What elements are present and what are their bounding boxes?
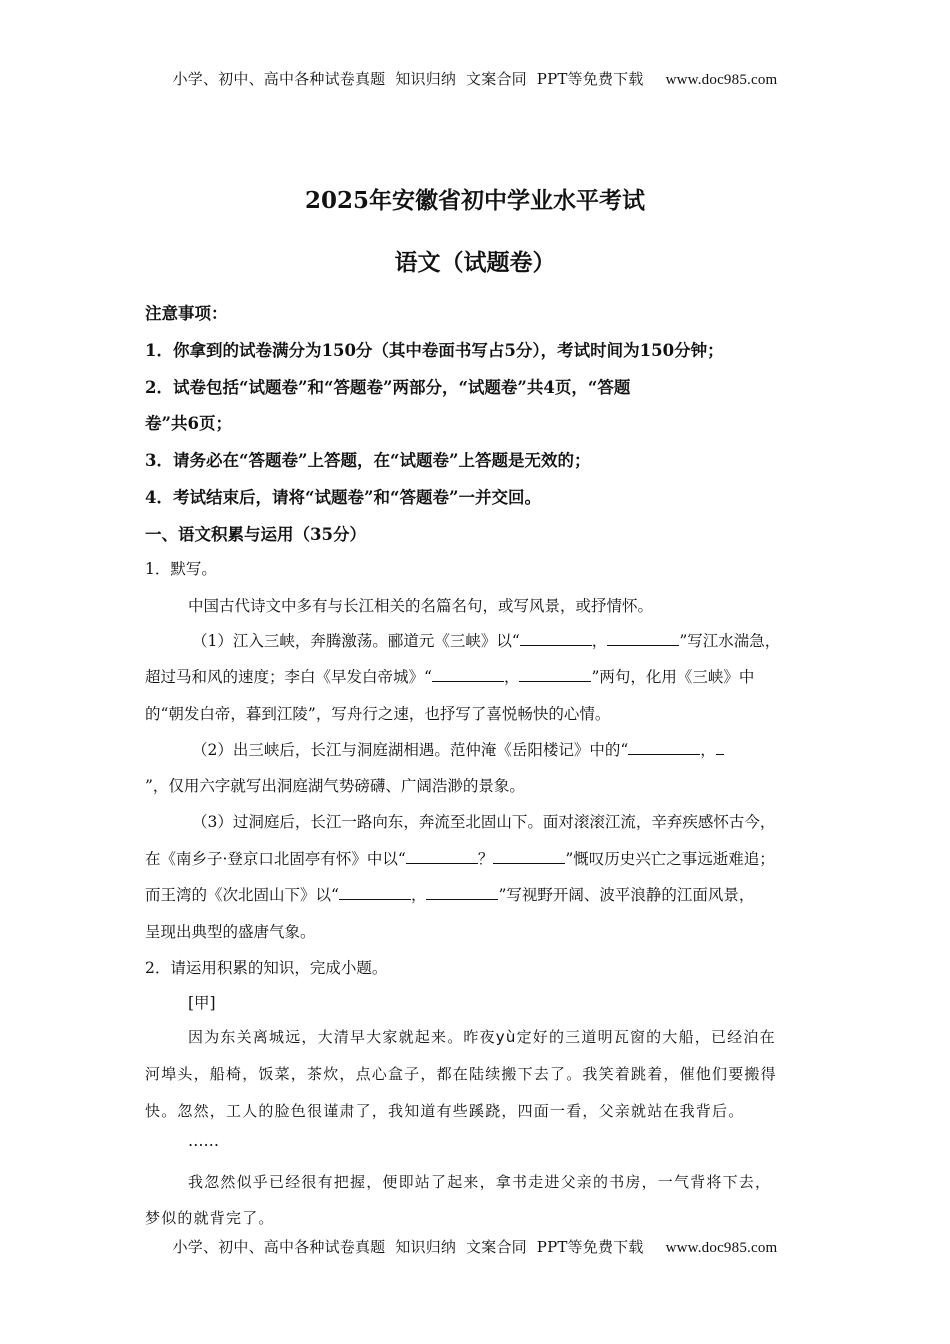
passage-line-4: 我忽然似乎已经很有把握，便即站了起来，拿书走进父亲的书房，一气背将下去， <box>188 1173 772 1191</box>
answer-blank-7[interactable] <box>406 849 478 864</box>
q1-part1-line2: 超过马和风的速度；李白《早发白帝城》“ ， ”两句，化用《三峡》中 <box>145 668 755 686</box>
q1-part3-line2: 在《南乡子·登京口北固亭有怀》中以“ ？ ”慨叹历史兴亡之事远逝难追； <box>145 850 775 868</box>
passage-line-2: 河埠头，船椅，饭菜，茶炊，点心盒子，都在陆续搬下去了。我笑着跳着，催他们要搬得 <box>145 1065 777 1083</box>
q1-part3-line4: 呈现出典型的盛唐气象。 <box>145 923 316 941</box>
footer-text: 小学、初中、高中各种试卷真题 知识归纳 文案合同 PPT等免费下载 <box>172 1238 644 1256</box>
q1-intro: 中国古代诗文中多有与长江相关的名篇名句，或写风景，或抒情怀。 <box>188 597 654 615</box>
answer-blank-10[interactable] <box>426 885 498 900</box>
passage-line-5: 梦似的就背完了。 <box>145 1209 275 1227</box>
notice-item-2b: 卷”共6页； <box>145 414 232 433</box>
q1-part1-line3: 的“朝发白帝，暮到江陵”，写舟行之速，也抒写了喜悦畅快的心情。 <box>145 705 611 723</box>
q1-part2-line2: ”，仅用六字就写出洞庭湖气势磅礴、广阔浩渺的景象。 <box>145 777 525 795</box>
section-1-heading: 一、语文积累与运用（35分） <box>145 525 366 544</box>
notice-heading: 注意事项： <box>145 304 228 323</box>
passage-ellipsis: …… <box>188 1132 219 1150</box>
passage-line-3: 快。忽然，工人的脸色很谨肃了，我知道有些蹊跷，四面一看，父亲就站在我背后。 <box>145 1102 745 1120</box>
answer-blank-8[interactable] <box>493 849 565 864</box>
passage-jia-label: [甲] <box>188 994 216 1012</box>
notice-item-4: 4．考试结束后，请将“试题卷”和“答题卷”一并交回。 <box>145 488 541 507</box>
q1-label: 1．默写。 <box>145 560 217 578</box>
notice-item-1: 1．你拿到的试卷满分为150分（其中卷面书写占5分），考试时间为150分钟； <box>145 341 724 360</box>
answer-blank-9[interactable] <box>339 885 411 900</box>
answer-blank-5[interactable] <box>628 740 700 755</box>
passage-line-1: 因为东关离城远，大清早大家就起来。昨夜yù定好的三道明瓦窗的大船，已经泊在 <box>188 1028 776 1046</box>
header-url[interactable]: www.doc985.com <box>665 72 778 88</box>
q2-label: 2．请运用积累的知识，完成小题。 <box>145 959 388 977</box>
exam-title: 2025年安徽省初中学业水平考试 <box>304 187 645 214</box>
q1-part3-line1: （3）过洞庭后，长江一路向东，奔流至北固山下。面对滚滚江流，辛弃疾感怀古今， <box>192 813 776 831</box>
header-text: 小学、初中、高中各种试卷真题 知识归纳 文案合同 PPT等免费下载 <box>172 70 644 88</box>
footer-url[interactable]: www.doc985.com <box>665 1240 778 1256</box>
answer-blank-1[interactable] <box>520 631 592 646</box>
answer-blank-6[interactable] <box>716 740 724 755</box>
notice-item-3: 3．请务必在“答题卷”上答题，在“试题卷”上答题是无效的； <box>145 451 591 470</box>
exam-subtitle: 语文（试题卷） <box>394 249 556 276</box>
page-footer <box>0 1236 950 1257</box>
q1-part1-line1: （1）江入三峡，奔腾激荡。郦道元《三峡》以“ ， ”写江水湍急， <box>192 632 781 650</box>
q1-part2-line1: （2）出三峡后，长江与洞庭湖相遇。范仲淹《岳阳楼记》中的“ ， <box>192 738 724 760</box>
answer-blank-4[interactable] <box>519 667 591 682</box>
notice-item-2a: 2．试卷包括“试题卷”和“答题卷”两部分，“试题卷”共4页，“答题 <box>145 378 631 397</box>
answer-blank-3[interactable] <box>432 667 504 682</box>
page-header <box>0 68 950 89</box>
answer-blank-2[interactable] <box>607 631 679 646</box>
q1-part3-line3: 而王湾的《次北固山下》以“ ， ”写视野开阔、波平浪静的江面风景， <box>145 886 755 904</box>
